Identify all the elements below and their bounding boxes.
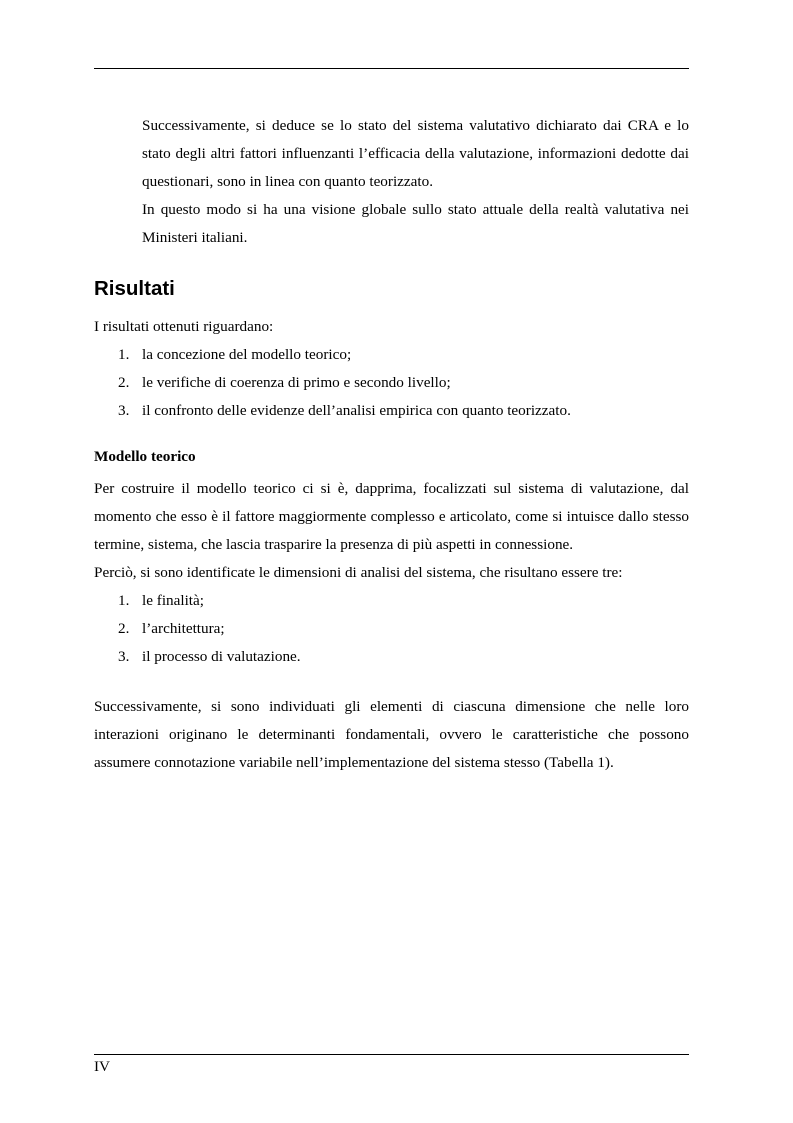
model-paragraph-2: Perciò, si sono identificate le dimensioni di analisi del sistema, che risultano essere tre:: [94, 564, 623, 581]
list-item-number: 3.: [118, 648, 130, 665]
model-paragraph-3: Successivamente, si sono individuati gli elementi di ciascuna dimensione che nelle loro interazioni originano le determinanti fondamentali, ovvero le caratteristiche che possono assumere connotazione variabile nell’implementazione del sistema stesso (Tabella 1).: [94, 698, 689, 771]
header-rule: [94, 68, 689, 69]
list-item: [94, 341, 571, 369]
list-item-text: l’architettura;: [142, 620, 225, 637]
model-closing-block: [94, 693, 689, 777]
intro-paragraph-2: In questo modo si ha una visione globale sullo stato attuale della realtà valutativa nei Ministeri italiani.: [142, 201, 689, 246]
intro-block: [142, 112, 689, 252]
model-text-block: [94, 475, 689, 587]
list-item-text: il processo di valutazione.: [142, 648, 301, 665]
list-item-number: 1.: [118, 592, 130, 609]
dimensions-list: [94, 587, 301, 671]
list-item-number: 3.: [118, 402, 130, 419]
list-item: [94, 615, 301, 643]
page-number: IV: [94, 1058, 111, 1075]
list-item: [94, 369, 571, 397]
list-item: [94, 643, 301, 671]
list-item: [94, 397, 571, 425]
results-list: [94, 341, 571, 425]
model-paragraph-1: Per costruire il modello teorico ci si è, dapprima, focalizzati sul sistema di valutazione, dal momento che esso è il fattore maggiormente complesso e articolato, come si intuisce dallo stesso termine, sistema, che lascia trasparire la presenza di più aspetti in connessione.: [94, 480, 689, 553]
list-item-text: il confronto delle evidenze dell’analisi empirica con quanto teorizzato.: [142, 402, 571, 419]
footer-rule: [94, 1054, 689, 1055]
list-item-number: 1.: [118, 346, 130, 363]
list-item-number: 2.: [118, 374, 130, 391]
list-item-number: 2.: [118, 620, 130, 637]
list-item: [94, 587, 301, 615]
subheading-modello-teorico: Modello teorico: [94, 448, 196, 465]
results-intro: I risultati ottenuti riguardano:: [94, 318, 274, 335]
list-item-text: la concezione del modello teorico;: [142, 346, 352, 363]
section-heading-risultati: Risultati: [94, 277, 175, 300]
list-item-text: le verifiche di coerenza di primo e secondo livello;: [142, 374, 451, 391]
list-item-text: le finalità;: [142, 592, 204, 609]
intro-paragraph-1: Successivamente, si deduce se lo stato del sistema valutativo dichiarato dai CRA e lo stato degli altri fattori influenzanti l’efficacia della valutazione, informazioni dedotte dai questionari, sono in linea con quanto teorizzato.: [142, 117, 689, 190]
